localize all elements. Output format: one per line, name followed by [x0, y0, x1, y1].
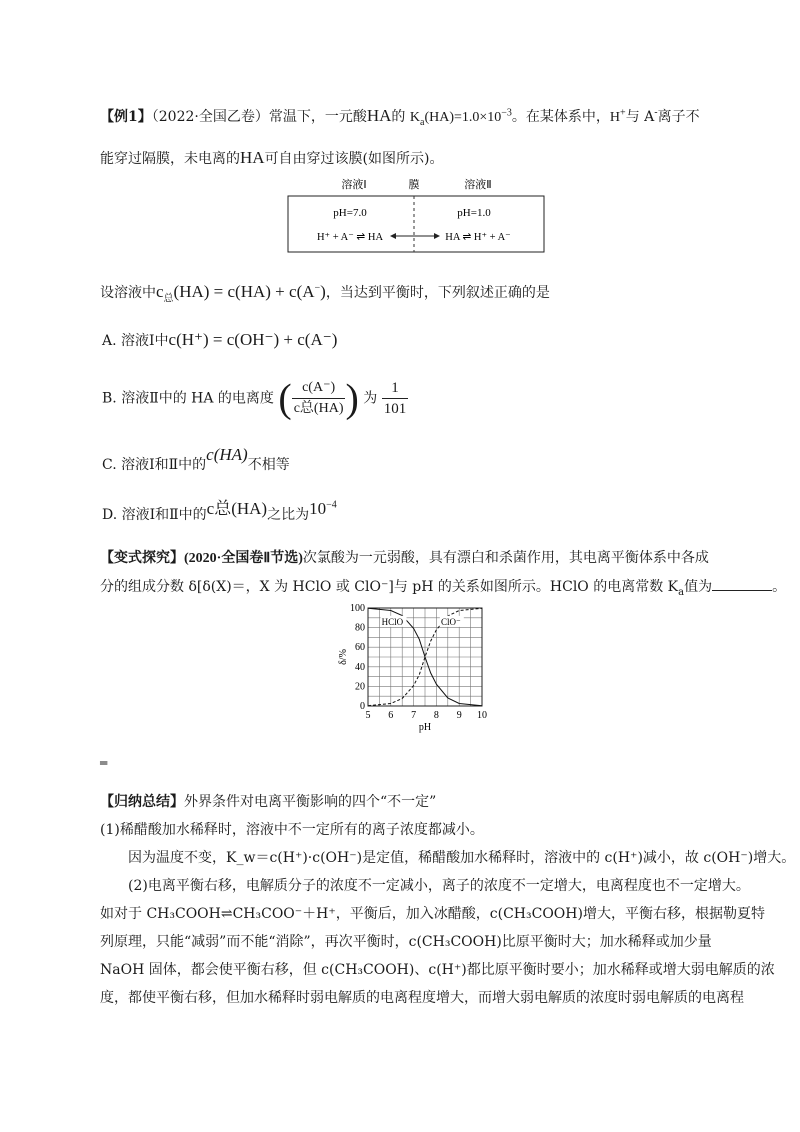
- left-paren: (: [278, 375, 292, 421]
- example1-intro-b: 的: [391, 109, 406, 125]
- y-tick-label: 100: [350, 603, 365, 614]
- label-solution-2: 溶液Ⅱ: [464, 179, 492, 191]
- summary-p2: 因为温度不变，K_w＝c(H⁺)·c(OH⁻)是定值，稀醋酸加水稀释时，溶液中的 c(H⁺)减小，故 c(OH⁻)增大。: [128, 850, 796, 866]
- option-a-label: A. 溶液Ⅰ中: [102, 333, 169, 349]
- setup-expression: $c_总(HA) = c(HA) + c(A^-)$: [156, 282, 326, 305]
- summary-p7: 度，都使平衡右移，但加水稀释时弱电解质的电离程度增大，而增大弱电解质的浓度时弱电解质的电离程: [100, 990, 744, 1006]
- variant-text-tail: 值为: [684, 579, 713, 595]
- example1-intro-e: 离子不: [657, 109, 700, 125]
- x-tick-label: 8: [433, 710, 439, 721]
- summary-p5: 列原理，只能“减弱”而不能“消除”，再次平衡时，c(CH₃COOH)比原平衡时大；加水稀释或加少量: [100, 934, 712, 950]
- option-b-label: B. 溶液Ⅱ中的 HA 的电离度: [102, 390, 274, 407]
- option-d-tail: 之比为: [267, 507, 310, 523]
- summary-p6: NaOH 固体，都会使平衡右移，但 c(CH₃COOH)、c(H⁺)都比原平衡时要小；加水稀释或增大弱电解质的浓: [100, 962, 775, 978]
- ph-left: pH=7.0: [333, 207, 367, 219]
- example1-line2-tail: 可自由穿过该膜(如图所示)。: [264, 151, 444, 167]
- summary-title: 外界条件对电离平衡影响的四个“不一定”: [184, 794, 437, 810]
- membrane-diagram-svg: [286, 176, 546, 256]
- example1-intro-c: 。在某体系中，: [511, 109, 610, 125]
- distribution-chart: [336, 600, 496, 736]
- option-a[interactable]: [102, 330, 337, 351]
- variant-line2: [100, 576, 786, 597]
- x-tick-label: 10: [477, 710, 487, 721]
- answer-fraction: $\frac{1}{101}$: [383, 380, 407, 417]
- summary-title-line: [100, 792, 436, 812]
- variant-line1: [100, 548, 709, 569]
- example1-intro-d: 与 A: [625, 109, 655, 125]
- arrow-head-right: [434, 233, 440, 239]
- ha-formula-2: HA: [240, 148, 265, 167]
- summary-p3: (2)电离平衡右移，电解质分子的浓度不一定减小，离子的浓度不一定增大，电离程度也不一定增大。: [128, 878, 750, 894]
- right-paren: ): [345, 375, 359, 421]
- example1-line1: 【例1】（2022·全国乙卷）常温下，一元酸HA的 $K_a(HA)=1.0\times 10^{-3}$。在某体系中，H+与 A-离子不: [100, 106, 700, 128]
- equilibrium-right: HA ⇌ H⁺ + A⁻: [445, 232, 511, 243]
- y-tick-label: 0: [360, 701, 365, 712]
- ha-formula: HA: [366, 106, 392, 125]
- variant-ka-sub: a: [678, 586, 685, 598]
- example1-line2: [100, 148, 444, 169]
- example1-line2-text: 能穿过隔膜，未电离的: [100, 151, 240, 167]
- chart-ticks: [350, 603, 487, 721]
- example1-tag: 【例1】: [100, 109, 152, 125]
- option-c-tail: 不相等: [247, 457, 290, 473]
- option-a-expression: c(H⁺) = c(OH⁻) + c(A⁻): [168, 330, 338, 349]
- option-b-mid: 为: [363, 390, 378, 407]
- y-tick-label: 20: [355, 681, 365, 693]
- option-d-value: $10^{-4}$: [309, 499, 337, 518]
- example1-intro: 常温下，一元酸: [268, 109, 367, 125]
- y-tick-label: 60: [355, 642, 365, 654]
- summary-p4: 如对于 CH₃COOH⇌CH₃COO⁻＋H⁺，平衡后，加入冰醋酸，c(CH₃COOH)增大，平衡右移，根据勒夏特: [100, 906, 765, 922]
- setup-tail: ，当达到平衡时，下列叙述正确的是: [325, 285, 550, 301]
- ka-expression: $K_a(HA)=1.0\times 10^{-3}$: [409, 107, 512, 128]
- label-solution-1: 溶液Ⅰ: [341, 179, 367, 191]
- option-d-label: D. 溶液Ⅰ和Ⅱ中的: [102, 507, 207, 523]
- setup-text: 设溶液中: [100, 285, 156, 301]
- option-c[interactable]: [102, 445, 290, 475]
- variant-tag: 【变式探究】: [100, 550, 184, 566]
- h-plus: H+: [609, 107, 626, 125]
- example1-source: （2022·全国乙卷）: [151, 109, 269, 125]
- summary-marker: ═: [100, 756, 107, 770]
- series-label-hclo: HClO: [381, 616, 404, 627]
- y-tick-label: 80: [355, 622, 365, 634]
- ph-right: pH=1.0: [457, 207, 491, 219]
- x-tick-label: 5: [365, 710, 371, 721]
- x-tick-label: 6: [388, 710, 394, 721]
- ionization-degree-fraction: $\frac{c(A^-)}{\text{c总(HA)}}$: [293, 380, 344, 416]
- x-tick-label: 9: [456, 710, 462, 721]
- option-b[interactable]: [102, 375, 408, 421]
- option-d[interactable]: [102, 499, 337, 525]
- y-axis-label: δ/%: [338, 649, 349, 665]
- answer-blank[interactable]: [712, 576, 772, 591]
- variant-text-a: 次氯酸为一元弱酸，具有漂白和杀菌作用，其电离平衡体系中各成: [302, 550, 709, 566]
- y-tick-label: 40: [355, 661, 365, 673]
- distribution-chart-svg: [336, 600, 496, 736]
- series-label-clo: ClO⁻: [440, 616, 461, 627]
- label-membrane: 膜: [408, 179, 420, 191]
- option-c-label: C. 溶液Ⅰ和Ⅱ中的: [102, 457, 207, 473]
- summary-p1: (1)稀醋酸加水稀释时，溶液中不一定所有的离子浓度都减小。: [100, 822, 484, 838]
- x-tick-label: 7: [411, 710, 417, 721]
- membrane-diagram: [286, 176, 546, 256]
- variant-source: (2020·全国卷Ⅱ节选): [184, 551, 303, 566]
- option-d-expression: c总(HA): [206, 499, 268, 518]
- setup-line: [100, 282, 550, 303]
- x-axis-label: pH: [418, 722, 432, 733]
- option-c-expression: c(HA): [206, 445, 248, 464]
- variant-text-end: 。: [772, 579, 787, 595]
- equilibrium-left: H⁺ + A⁻ ⇌ HA: [316, 232, 384, 243]
- variant-text-b: 分的组成分数 δ[δ(X)＝，X 为 HClO 或 ClO⁻]与 pH 的关系如图所示。HClO 的电离常数 K: [100, 579, 679, 595]
- arrow-head-left: [390, 233, 396, 239]
- diagram-box: [288, 196, 544, 252]
- summary-tag: 【归纳总结】: [100, 794, 184, 810]
